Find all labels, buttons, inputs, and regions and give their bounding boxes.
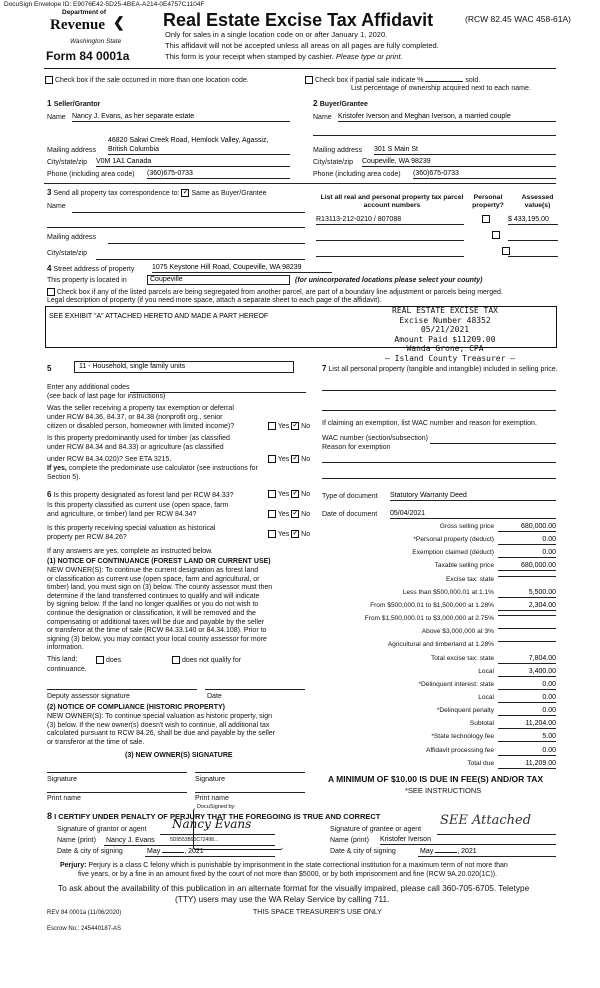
tax-row-value[interactable] (498, 615, 556, 616)
personal-property-heading: Personal property? (472, 194, 504, 209)
timber-no-checkbox[interactable] (291, 455, 299, 463)
not-qualify-option: does not qualify for (172, 656, 241, 665)
deputy-signature-line[interactable] (47, 689, 197, 690)
assessed-heading: Assessed value(s) (521, 194, 554, 209)
dept-name: Revenue (50, 17, 105, 33)
segregated-checkbox[interactable] (47, 288, 55, 296)
state-name: Washington State (70, 38, 122, 45)
legal-description-value: SEE EXHIBIT "A" ATTACHED HERETO AND MADE A PART HEREOF (49, 313, 269, 320)
perjury-text-1: Perjury: Perjury is a class C felony which is punishable by imprisonment in the state correctional institution for a maximum term of not more than (60, 862, 508, 869)
seller-phone-label: Phone (including area code) (47, 171, 135, 178)
use-code-select[interactable]: 11 - Household, single family units (74, 361, 294, 373)
continuance-label: continuance. (47, 666, 87, 673)
forest-no-checkbox[interactable] (291, 490, 299, 498)
tax-row-label: *Delinquent penalty (436, 707, 494, 714)
tax-row-value[interactable]: 7,804.00 (498, 655, 556, 664)
q-timber-line1: Is this property predominantly used for timber (as classified (47, 435, 230, 442)
section5-num: 5 (47, 364, 52, 373)
personal-property-label: 7 List all personal property (tangible and intangible) included in selling price. (322, 364, 558, 373)
tax-row-value[interactable]: 2,304.00 (498, 602, 556, 611)
corr-city-label: City/state/zip (47, 250, 88, 257)
tax-row-label: *Delinquent interest: state (418, 681, 494, 688)
q-timber-line3: under RCW 84.34.020)? See ETA 3215. (47, 456, 172, 463)
grantee-signature[interactable]: SEE Attached (440, 813, 532, 828)
owner-signature-line-2[interactable] (195, 772, 305, 773)
buyer-heading: 2 Buyer/Grantee (313, 99, 368, 108)
grantee-date-label: Date & city of signing (330, 848, 396, 855)
tax-row-value[interactable] (498, 641, 556, 642)
perjury-text-2: five years, or by a fine in an amount fixed by the court of not more than $5000, or by both imprisonment and fine (RCW 9A.20.020(1C)). (78, 871, 498, 878)
tax-row-label: Total excise tax: state (430, 655, 494, 662)
q-exemption-answer: Yes ✓ No (268, 422, 310, 431)
forest-land-question: 6 Is this property designated as forest land per RCW 84.33? (47, 490, 234, 499)
deputy-date-line[interactable] (205, 689, 305, 690)
q-timber-answer: Yes ✓ No (268, 455, 310, 464)
rev-number: REV 84 0001a (11/06/2020) (47, 910, 122, 916)
notice1-text: NEW OWNER(S): To continue the current designation as forest land or classification as current use (open space, farm and agricultural, or timber) land, you must sign on (3) below. The county assessor must then determine if the land transferred continues to qualify and will indicate by signing below. If the land no longer qualifies or you do not wish to continue the designation or classification, it will be removed and the compensating or additional taxes will be due and payable by the seller or transferor at the time of sale (RCW 84.33.140 or 84.34.108). Prior to signing (3) below, you may contact your local county assessor for more information. (47, 567, 273, 652)
q-exemption-line2: under RCW 84.36, 84.37, or 84.38 (nonprofit org., senior (47, 414, 223, 421)
doc-type-label: Type of document (322, 493, 378, 500)
seller-address-label: Mailing address (47, 147, 97, 154)
buyer-name-field[interactable]: Kristofer Iverson and Meghan Iverson, a married couple (338, 113, 556, 122)
buyer-city-label: City/state/zip (313, 159, 354, 166)
seller-city-label: City/state/zip (47, 159, 88, 166)
tax-row-value[interactable]: 3,400.00 (498, 668, 556, 677)
tax-row-value[interactable]: 0.00 (498, 681, 556, 690)
doc-type-field[interactable]: Statutory Warranty Deed (390, 492, 556, 501)
grantee-name[interactable]: Kristofer Iverson (380, 836, 556, 845)
tax-row-value[interactable]: 680,000.00 (498, 523, 556, 532)
notice2-heading: (2) NOTICE OF COMPLIANCE (HISTORIC PROPERTY) (47, 704, 225, 711)
tax-row-label: Subtotal (469, 720, 494, 727)
not-qualify-checkbox[interactable] (172, 656, 180, 664)
seller-phone-field[interactable]: (360)675-0733 (147, 170, 290, 179)
tax-row-label: Gross selling price (439, 523, 494, 530)
tax-row-label: From $1,500,000.01 to $3,000,000 at 2.75% (364, 615, 494, 622)
note-3: This form is your receipt when stamped by cashier. Please type or print. (165, 52, 403, 61)
personal-property-checkbox-1[interactable] (482, 215, 490, 223)
doc-date-field[interactable]: 05/04/2021 (390, 510, 556, 519)
accessibility-text-2: (TTY) users may use the WA Relay Service by calling 711. (175, 894, 390, 904)
assessed-value-field[interactable]: $ 433,195.00 (508, 216, 558, 225)
tax-row-value[interactable]: 11,204.00 (498, 720, 556, 729)
see-instructions: *SEE INSTRUCTIONS (405, 786, 482, 795)
tax-row-value[interactable]: 11,209.00 (498, 760, 556, 769)
owner-signature-label-2: Signature (195, 776, 225, 783)
tax-row-label: From $500,000.01 to $1,500,000 at 1.28% (370, 602, 494, 609)
assessed-field-2[interactable] (508, 240, 558, 241)
parcel-number-field[interactable]: R13113-212-0210 / 807088 (316, 216, 464, 225)
corr-name-label: Name (47, 203, 66, 210)
corr-mail-field[interactable] (108, 243, 305, 244)
tax-row-label: Total due (467, 760, 494, 767)
partial-sale-checkbox[interactable] (305, 76, 313, 84)
owner-print-label-1: Print name (47, 795, 81, 802)
owner-print-line-1[interactable] (47, 792, 187, 793)
certify-statement: 8 I CERTIFY UNDER PENALTY OF PERJURY THAT THE FOREGOING IS TRUE AND CORRECT (47, 811, 381, 821)
this-land-label: This land: (47, 656, 78, 663)
corr-mail-label: Mailing address (47, 234, 97, 241)
dept-line: Department of (62, 9, 107, 16)
tax-row-label: Local (478, 668, 494, 675)
wac-label: WAC number (section/subsection) (322, 435, 428, 442)
notice2-text: NEW OWNER(S): To continue special valuation as historic property, sign (3) below. If the new owner(s) doesn't wish to continue, all additional tax calculated pursuant to RCW 84.26, shall be due and payable by the seller or transferor at the time of sale. (47, 713, 276, 746)
doc-date-label: Date of document (322, 511, 378, 518)
buyer-city-field[interactable]: Coupeville, WA 98239 (362, 158, 556, 167)
q-timber-line5: Section 5). (47, 474, 81, 481)
correspondence-row: 3 Send all property tax correspondence to: ✓ Same as Buyer/Grantee (47, 188, 266, 198)
deputy-date-label: Date (207, 693, 222, 700)
tax-row-label: Above $3,000,000 at 3% (421, 628, 494, 635)
does-qualify-checkbox[interactable] (96, 656, 104, 664)
answers-instruction: If any answers are yes, complete as instructed below. (47, 548, 213, 555)
located-note: (for unincorporated locations please select your county) (295, 277, 483, 284)
tax-row-label: *Personal property (deduct) (413, 536, 494, 543)
corr-name-field[interactable] (72, 212, 305, 213)
owner-print-label-2: Print name (195, 795, 229, 802)
form-citation: (RCW 82.45 WAC 458-61A) (465, 14, 571, 24)
tax-row-value[interactable]: 0.00 (498, 694, 556, 703)
tax-row-label: Agricultural and timberland at 1.28% (387, 641, 494, 648)
location-select[interactable]: Coupeville (147, 275, 290, 285)
codes-note: (see back of last page for instructions) (47, 393, 166, 400)
minimum-notice: A MINIMUM OF $10.00 IS DUE IN FEE(S) AND/OR TAX (328, 774, 544, 784)
grantee-name-label: Name (print) (330, 837, 369, 844)
current-use-yes-checkbox[interactable] (268, 510, 276, 518)
does-option: does (96, 656, 121, 665)
legal-description-label: Legal description of property (if you need more space, attach a separate sheet to each page of the affidavit). (47, 297, 382, 304)
escrow-number: Escrow No.: 245440187-AS (47, 926, 122, 932)
personal-property-field[interactable] (322, 390, 556, 391)
buyer-address-field[interactable]: 301 S Main St (374, 146, 556, 155)
current-use-line2: and agriculture, or timber) land per RCW 84.34? (47, 511, 197, 518)
q-timber-line2: under RCW 84.34 and 84.33) or agriculture (as classified (47, 444, 224, 451)
grantor-name[interactable]: Nancy J. Evans (106, 837, 155, 844)
treasurer-use-label: THIS SPACE TREASURER'S USE ONLY (253, 909, 382, 916)
tax-row-label: Excise tax: state (445, 576, 494, 583)
seller-heading: 1 Seller/Grantor (47, 99, 101, 108)
timber-yes-checkbox[interactable] (268, 455, 276, 463)
historic-answer: Yes ✓ No (268, 530, 310, 539)
partial-note: List percentage of ownership acquired next to each name. (351, 85, 531, 92)
tax-row-label: Local (478, 694, 494, 701)
personal-property-field-2[interactable] (322, 410, 556, 411)
owner-signature-label-1: Signature (47, 776, 77, 783)
buyer-phone-field[interactable]: (360)675-0733 (413, 170, 556, 179)
historic-line1: Is this property receiving special valuation as historical (47, 525, 216, 532)
q-exemption-line3: citizen or disabled person, homeowner with limited income)? (47, 423, 235, 430)
grantor-signature-id: 5D9553B91C72498... (170, 837, 219, 843)
q-exemption-line1: Was the seller receiving a property tax exemption or deferral (47, 405, 234, 412)
parcels-heading: List all real and personal property tax parcel account numbers (320, 194, 464, 209)
historic-yes-checkbox[interactable] (268, 530, 276, 538)
grantee-date[interactable]: May , 2021 (420, 848, 477, 855)
grantor-date-label: Date & city of signing (57, 848, 123, 855)
multi-location-row: Check box if the sale occurred in more than one location code. (45, 76, 249, 85)
tax-row-value[interactable] (498, 576, 556, 577)
additional-codes-label: Enter any additional codes (47, 384, 130, 391)
notice1-heading: (1) NOTICE OF CONTINUANCE (FOREST LAND OR CURRENT USE) (47, 558, 271, 565)
form-title: Real Estate Excise Tax Affidavit (163, 10, 434, 30)
tax-row-label: Taxable selling price (434, 562, 494, 569)
current-use-line1: Is this property classified as current use (open space, farm (47, 502, 229, 509)
tax-row-label: Exemption claimed (deduct) (412, 549, 494, 556)
forest-answer: Yes ✓ No (268, 490, 310, 499)
exemption-no-checkbox[interactable] (291, 422, 299, 430)
multi-location-checkbox[interactable] (45, 76, 53, 84)
historic-line2: property per RCW 84.26? (47, 534, 127, 541)
reason-field[interactable] (322, 462, 556, 463)
exemption-instruction: If claiming an exemption, list WAC number and reason for exemption. (322, 420, 537, 427)
tax-row-value[interactable]: 0.00 (498, 747, 556, 756)
reason-field-2[interactable] (322, 478, 556, 479)
tax-row-value[interactable]: 680,000.00 (498, 562, 556, 571)
personal-property-checkbox-3[interactable] (502, 247, 510, 255)
note-1: Only for sales in a single location code on or after January 1, 2020. (165, 30, 388, 39)
seller-city-field[interactable]: V0M 1A1 Canada (96, 158, 290, 167)
docusigned-label: DocuSigned by: (197, 804, 236, 810)
buyer-phone-label: Phone (including area code) (313, 171, 401, 178)
seller-address-field[interactable]: British Columbia (108, 146, 290, 155)
tax-row-label: *State technology fee (431, 733, 494, 740)
exemption-yes-checkbox[interactable] (268, 422, 276, 430)
seller-address-line1[interactable]: 46820 Sakwi Creek Road, Hemlock Valley, Agassiz, (108, 137, 269, 144)
tax-row-value[interactable]: 5.00 (498, 733, 556, 742)
grantor-date[interactable]: May , 2021 (147, 848, 204, 855)
owner-signature-line-1[interactable] (47, 772, 187, 773)
deputy-signature-label: Deputy assessor signature (47, 693, 130, 700)
street-address-field[interactable]: 1075 Keystone Hill Road, Coupeville, WA 98239 (152, 264, 332, 273)
tax-row-label: Less than $500,000.01 at 1.1% (402, 589, 494, 596)
notice3-heading: (3) NEW OWNER(S) SIGNATURE (125, 752, 233, 759)
buyer-name-label: Name (313, 114, 332, 121)
personal-property-checkbox-2[interactable] (492, 231, 500, 239)
treasurer-stamp: REAL ESTATE EXCISE TAX Excise Number 48352 05/21/2021 Amount Paid $11209.00 Wanda Grone, CPA — Island County Treasurer — (385, 306, 516, 363)
tax-row-value[interactable] (498, 628, 556, 629)
current-use-answer: Yes ✓ No (268, 510, 310, 519)
grantor-signature-label: Signature of grantor or agent (57, 826, 147, 833)
seller-name-field[interactable]: Nancy J. Evans, as her separate estate (72, 113, 290, 122)
owner-print-line-2[interactable] (195, 792, 305, 793)
street-address-label: 4 Street address of property (47, 264, 135, 273)
parcel-field-3[interactable] (316, 256, 464, 257)
grantor-signature[interactable]: Nancy Evans (172, 817, 252, 831)
note-2: This affidavit will not be accepted unless all areas on all pages are fully completed. (165, 41, 439, 50)
same-as-buyer-checkbox[interactable] (181, 189, 189, 197)
tax-row-label: Affidavit processing fee (425, 747, 494, 754)
tax-row-value[interactable]: 5,500.00 (498, 589, 556, 598)
current-use-no-checkbox[interactable] (291, 510, 299, 518)
wac-field[interactable] (430, 443, 556, 444)
buyer-address-label: Mailing address (313, 147, 363, 154)
corr-city-field[interactable] (96, 259, 305, 260)
docusign-envelope-id: DocuSign Envelope ID: E9076E42-5D25-4BEA-A214-0E4757C1104F (4, 1, 205, 8)
seller-name-label: Name (47, 114, 66, 121)
accessibility-text-1: To ask about the availability of this publication in an alternate format for the visually impaired, please call 360-705-6705. Teletype (58, 883, 530, 893)
form-number: Form 84 0001a (46, 49, 130, 63)
historic-no-checkbox[interactable] (291, 530, 299, 538)
grantee-signature-label: Signature of grantee or agent (330, 826, 422, 833)
partial-percent-field[interactable] (425, 81, 463, 82)
segregated-row: Check box if any of the listed parcels are being segregated from another parcel, are part of a boundary line adjustment or parcels being merged. (47, 288, 503, 297)
parcel-field-2[interactable] (316, 240, 464, 241)
q-timber-line4: If yes, complete the predominate use calculator (see instructions for (47, 465, 258, 472)
grantor-name-label: Name (print) (57, 837, 96, 844)
partial-sale-row: Check box if partial sale indicate % sold. (305, 76, 480, 85)
located-label: This property is located in (47, 277, 127, 284)
tax-row-value[interactable]: 0.00 (498, 536, 556, 545)
reason-label: Reason for exemption (322, 444, 391, 451)
forest-yes-checkbox[interactable] (268, 490, 276, 498)
assessed-field-3[interactable] (508, 256, 558, 257)
tax-row-value[interactable]: 0.00 (498, 707, 556, 716)
revenue-logo-icon: ❮ (113, 14, 125, 30)
tax-row-value[interactable]: 0.00 (498, 549, 556, 558)
